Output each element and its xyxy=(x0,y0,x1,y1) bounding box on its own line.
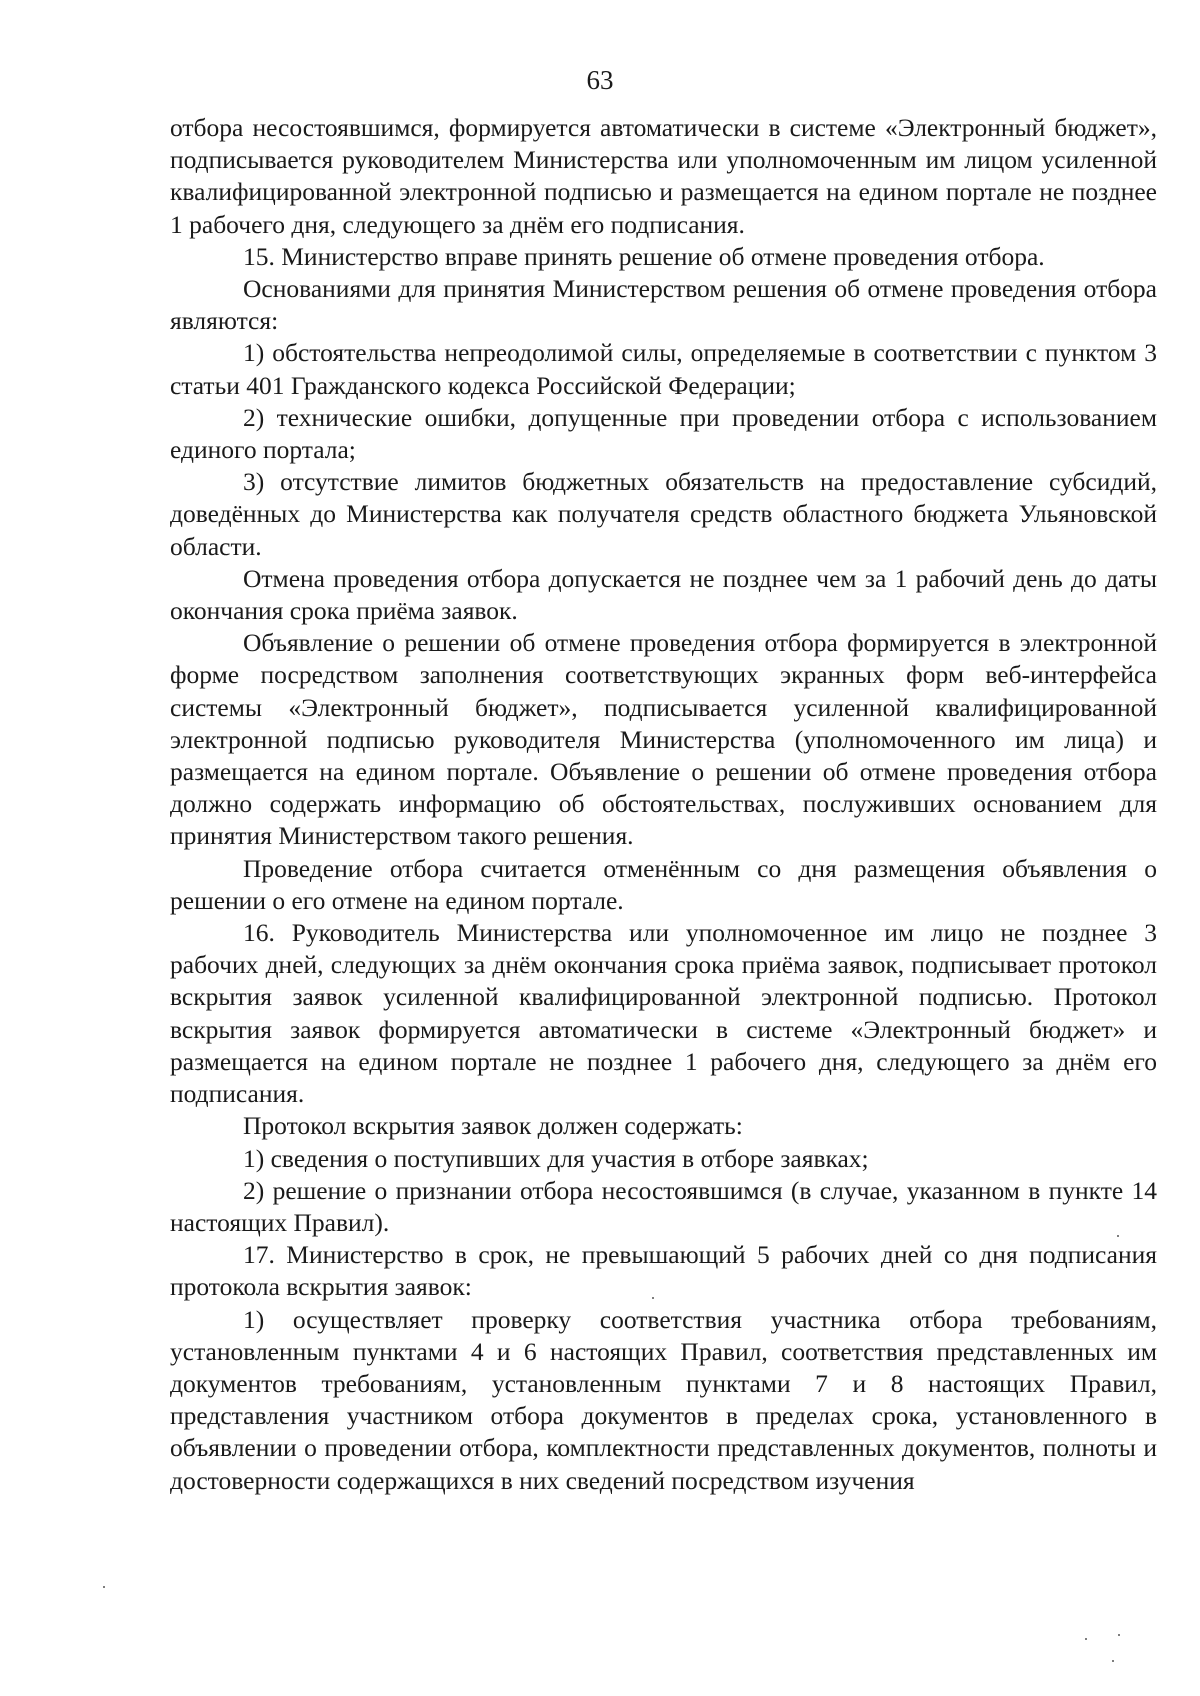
paragraph-cancel-announcement: Объявление о решении об отмене проведения отбора формируется в электронной форме посредством заполнения соответствующих экранных форм веб-интерфейса системы «Электронный бюджет», подписывается усиленной квалифицированной электронной подписью руководителя Министерства (уполномоченного им лица) и размещается на едином портале. Объявление о решении об отмене проведения отбора должно содержать информацию об обстоятельствах, послуживших основанием для принятия Министерством такого решения. xyxy=(170,628,1157,851)
paragraph-item-17-sub-1: 1) осуществляет проверку соответствия участника отбора требованиям, установленным пунктами 4 и 6 настоящих Правил, соответствия представленных им документов требованиям, установленным пунктами 7 и 8 настоящих Правил, представления участником отбора документов в пределах срока, установленного в объявлении о проведении отбора, комплектности представленных документов, полноты и достоверности содержащихся в них сведений посредством изучения xyxy=(170,1304,1157,1495)
scan-speck xyxy=(1117,1235,1119,1237)
scan-speck xyxy=(652,1297,654,1299)
paragraph-protocol-item-2: 2) решение о признании отбора несостоявшимся (в случае, указанном в пункте 14 настоящих Правил). xyxy=(170,1175,1157,1237)
paragraph-cancel-deadline: Отмена проведения отбора допускается не позднее чем за 1 рабочий день до даты окончания срока приёма заявок. xyxy=(170,563,1157,626)
paragraph-item-16: 16. Руководитель Министерства или уполномоченное им лицо не позднее 3 рабочих дней, следующих за днём окончания срока приёма заявок, подписывает протокол вскрытия заявок усиленной квалифицированной электронной подписью. Протокол вскрытия заявок формируется автоматически в системе «Электронный бюджет» и размещается на едином портале не позднее 1 рабочего дня, следующего за днём его подписания. xyxy=(170,918,1157,1109)
scan-speck xyxy=(1118,1634,1120,1636)
paragraph-item-15: 15. Министерство вправе принять решение об отмене проведения отбора. xyxy=(243,241,1045,271)
document-body xyxy=(170,112,1157,1497)
scan-speck xyxy=(103,1586,105,1588)
paragraph-item-17: 17. Министерство в срок, не превышающий 5 рабочих дней со дня подписания протокола вскрытия заявок: xyxy=(170,1240,1157,1302)
paragraph-protocol-contents: Протокол вскрытия заявок должен содержать: xyxy=(243,1111,743,1141)
paragraph-continuation: отбора несостоявшимся, формируется автоматически в системе «Электронный бюджет», подписывается руководителем Министерства или уполномоченным им лицом усиленной квалифицированной электронной подписью и размещается на едином портале не позднее 1 рабочего дня, следующего за днём его подписания. xyxy=(170,113,1157,239)
scan-speck xyxy=(1112,1660,1114,1662)
paragraph-ground-3: 3) отсутствие лимитов бюджетных обязательств на предоставление субсидий, доведённых до Министерства как получателя средств областного бюджета Ульяновской области. xyxy=(170,467,1157,561)
paragraph-protocol-item-1: 1) сведения о поступивших для участия в отборе заявках; xyxy=(243,1143,869,1173)
page-number: 63 xyxy=(586,65,614,95)
paragraph-ground-1: 1) обстоятельства непреодолимой силы, определяемые в соответствии с пунктом 3 статьи 401 Гражданского кодекса Российской Федерации; xyxy=(170,338,1157,400)
paragraph-grounds-intro: Основаниями для принятия Министерством решения об отмене проведения отбора являются: xyxy=(170,274,1157,336)
paragraph-ground-2: 2) технические ошибки, допущенные при проведении отбора с использованием единого портала; xyxy=(170,402,1157,465)
paragraph-cancel-effective: Проведение отбора считается отменённым со дня размещения объявления о решении о его отмене на едином портале. xyxy=(170,853,1157,915)
scan-speck xyxy=(1085,1638,1087,1640)
